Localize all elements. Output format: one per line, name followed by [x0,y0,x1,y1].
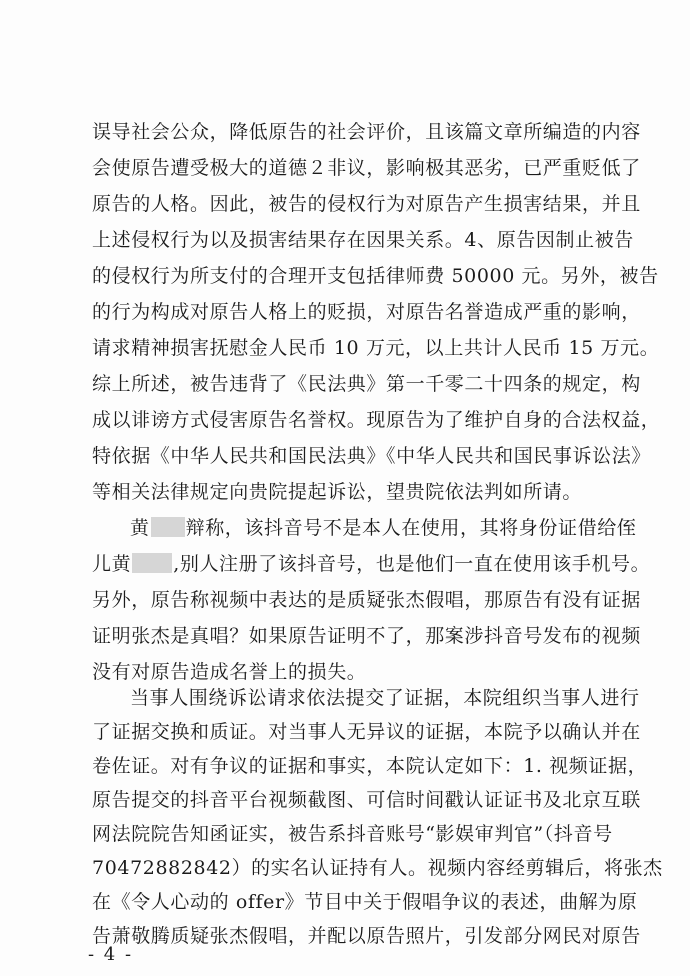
text-line: 卷佐证。对有争议的证据和事实，本院认定如下：1. 视频证据， [92,755,648,777]
redacted-name [132,553,172,573]
defense-text: 辩称，该抖音号不是本人在使用，其将身份证借给侄 [185,517,637,539]
text-line: 的侵权行为所支付的合理开支包括律师费 50000 元。另外，被告 [92,265,659,287]
text-line: 特依据《中华人民共和国民法典》《中华人民共和国民事诉讼法》 [92,445,651,467]
text-line: 当事人围绕诉讼请求依法提交了证据，本院组织当事人进行 [130,687,640,709]
text-line: 证明张杰是真唱？如果原告证明不了，那案涉抖音号发布的视频 [92,625,641,647]
text-line: 了证据交换和质证。对当事人无异议的证据，本院予以确认并在 [92,721,641,743]
text-line: 等相关法律规定向贵院提起诉讼，望贵院依法判如所请。 [92,481,583,503]
text-line: 原告提交的抖音平台视频截图、可信时间戳认证证书及北京互联 [92,789,641,811]
text-line: 70472882842）的实名认证持有人。视频内容经剪辑后，将张杰 [92,857,663,879]
text-line: 没有对原告造成名誉上的损失。 [92,661,367,683]
text-line: 的行为构成对原告人格上的贬损，对原告名誉造成严重的影响， [92,301,641,323]
text-line: 另外，原告称视频中表达的是质疑张杰假唱，那原告有没有证据 [92,589,641,611]
text-line: 综上所述，被告违背了《民法典》第一千零二十四条的规定，构 [92,373,641,395]
defense-line [130,514,637,542]
text-line: 成以诽谤方式侵害原告名誉权。现原告为了维护自身的合法权益， [92,409,661,431]
text-line: 请求精神损害抚慰金人民币 10 万元，以上共计人民币 15 万元。 [92,337,660,359]
defense-text: ,别人注册了该抖音号，也是他们一直在使用该手机号。 [173,553,651,575]
text-line: 在《令人心动的 offer》节目中关于假唱争议的表述，曲解为原 [92,891,638,913]
text-line: 原告的人格。因此，被告的侵权行为对原告产生损害结果，并且 [92,193,641,215]
text-line: 网法院院告知函证实，被告系抖音账号“影娱审判官”（抖音号 [92,823,613,845]
defense-text: 儿黄 [92,553,132,575]
text-line: 告萧敬腾质疑张杰假唱，并配以原告照片，引发部分网民对原告 [92,925,641,947]
text-line: 误导社会公众，降低原告的社会评价，且该篇文章所编造的内容 [92,121,641,143]
defense-line [92,550,651,578]
text-line: 上述侵权行为以及损害结果存在因果关系。4、原告因制止被告 [92,229,634,251]
defense-text: 黄 [130,517,150,539]
redacted-name [151,517,185,537]
text-line: 会使原告遭受极大的道德２非议，影响极其恶劣，已严重贬低了 [92,157,641,179]
page-number: - 4 - [88,944,134,965]
